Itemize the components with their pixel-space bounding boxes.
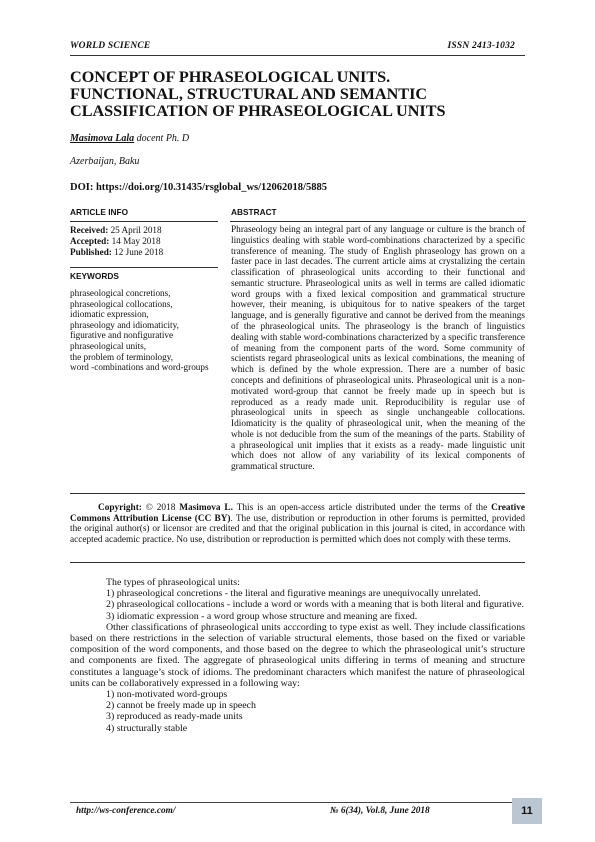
author-line xyxy=(70,133,189,144)
keyword: phraseological concretions, xyxy=(70,288,171,298)
abstract-text: Phraseology being an integral part of any language or culture is the branch of linguistics dealing with stable word-combinations characterized by a specific transference of meaning. The study of English phraseology has grown on a faster pace in last decades. The current article aims at crystalizing the certain classification of phraseological units according to their functional and semantic structure. Phraseological units as well in terms are called idiomatic word groups with a fixed lexical composition and grammatical structure however, their meaning, is ubiquitous for to native speakers of the target language, and is generally figurative and cannot be derived from the meanings of the phraseological units. The phraseology is the branch of linguistics dealing with stable word-combinations characterized by a specific transference of meaning from the component parts of the word. Some community of scientists regard phraseological units as lexical combinations, the meaning of which is defined by the whole expression. There are a number of basic concepts and definitions of phraseological units. Phraseological unit is a non-motivated word-group that cannot be freely made up in speech but is reproduced as a ready made unit. Reproducibility is regular use of phraseological units in speech as single unchangeable collocations. Idiomaticity is the quality of phraseological unit, when the meaning of the whole is not deducible from the sum of the meanings of the parts. Stability of a phraseological unit implies that it exists as a ready- made linguistic unit which does not allow of any variability of its lexical components of grammatical structure. xyxy=(231,225,525,473)
issn: ISSN 2413-1032 xyxy=(447,41,515,51)
copyright-notice: Copyright: © 2018 Masimova L. This is an open-access article distributed under the terms of the Creative Commons Attribution License (CC BY). The use, distribution or reproduction in other forums is permitted, provided the original author(s) or licensor are credited and that the original publication in this journal is cited, in accordance with accepted academic practice. No use, distribution or reproduction is permitted which does not comply with these terms. xyxy=(70,503,526,545)
divider xyxy=(230,221,526,222)
keywords-heading: KEYWORDS xyxy=(70,271,119,281)
title-line: CLASSIFICATION OF PHRASEOLOGICAL UNITS xyxy=(70,102,446,120)
header-rule xyxy=(70,55,525,56)
journal-name: WORLD SCIENCE xyxy=(70,41,151,51)
author-name: Masimova Lala xyxy=(70,133,135,144)
received-date: Received: 25 April 2018 xyxy=(70,225,162,235)
keyword: phraseology and idiomaticity, xyxy=(70,319,179,330)
published-date: Published: 12 June 2018 xyxy=(70,247,164,257)
divider xyxy=(70,221,218,222)
footer-issue: № 6(34), Vol.8, June 2018 xyxy=(330,806,430,816)
article-info-heading: ARTICLE INFO xyxy=(70,207,129,217)
license-link[interactable]: Creative Commons Attribution License (CC BY) xyxy=(70,503,526,524)
keyword: figurative and nonfigurative phraseological units, xyxy=(70,330,174,351)
body-intro: The types of phraseological units: xyxy=(106,577,240,588)
doi[interactable]: DOI: https://doi.org/10.31435/rsglobal_ws/12062018/5885 xyxy=(70,182,327,193)
divider xyxy=(70,562,525,563)
type-item: 1) phraseological concretions - the literal and figurative meanings are unequivocally unrelated. xyxy=(106,588,481,600)
keyword: idiomatic expression, xyxy=(70,309,149,320)
title-line: FUNCTIONAL, STRUCTURAL AND SEMANTIC xyxy=(70,85,428,103)
character-item: 1) non-motivated word-groups xyxy=(106,689,228,701)
title-line: CONCEPT OF PHRASEOLOGICAL UNITS. xyxy=(70,68,391,86)
article-dates xyxy=(70,225,220,258)
accepted-date: Accepted: 14 May 2018 xyxy=(70,236,161,246)
article-title xyxy=(70,69,530,120)
article-body xyxy=(70,577,525,734)
type-item: 2) phraseological collocations - include a word or words with a meaning that is both literal and figurative. xyxy=(106,599,524,611)
character-item: 2) cannot be freely made up in speech xyxy=(106,700,256,712)
author-location: Azerbaijan, Baku xyxy=(70,156,140,167)
body-paragraph: Other classifications of phraseological units acccording to type exist as well. They include classifications based on there restrictions in the selection of variable structural elements, those based on the fixed or variable composition of the word components, and those based on the degree to which the phraseological unit’s structure and components are fixed. The aggregate of phraseological units differing in terms of meaning and structure constitutes a language’s stock of idioms. The predominant characters which manifest the nature of phraseological units can be collaboratively expressed in a following way: xyxy=(70,621,525,689)
character-item: 4) structurally stable xyxy=(106,722,188,734)
type-item: 3) idiomatic expression - a word group whose structure and meaning are fixed. xyxy=(106,610,418,622)
keywords-list xyxy=(70,288,220,373)
keyword: the problem of terminology, xyxy=(70,351,173,362)
footer-url[interactable]: http://ws-conference.com/ xyxy=(76,806,176,816)
abstract-heading: ABSTRACT xyxy=(231,207,277,217)
footer-rule xyxy=(70,802,513,803)
page-number: 11 xyxy=(512,798,542,824)
divider xyxy=(70,493,525,494)
divider xyxy=(70,267,218,268)
keyword: phraseological collocations, xyxy=(70,298,173,309)
author-position: docent Ph. D xyxy=(136,133,190,144)
keyword: word -combinations and word-groups xyxy=(70,362,209,373)
character-item: 3) reproduced as ready-made units xyxy=(106,711,243,723)
